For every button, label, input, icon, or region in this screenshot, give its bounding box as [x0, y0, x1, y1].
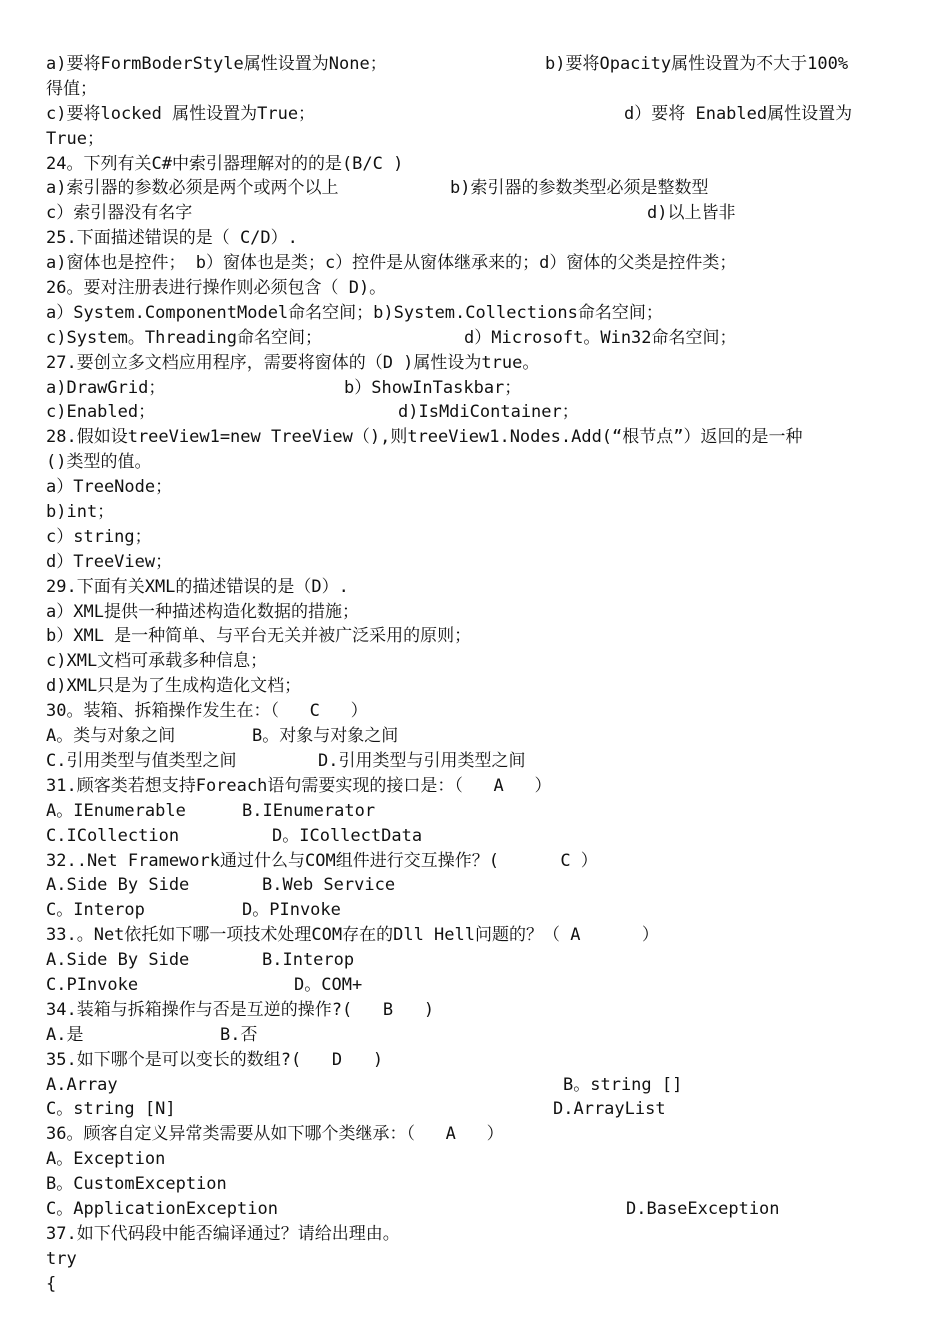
line-text: 32..Net Framework通过什么与COM组件进行交互操作？( C ）	[46, 850, 598, 871]
line-text: C。string [N]	[46, 1099, 176, 1120]
text-line	[46, 400, 906, 425]
line-text: C.引用类型与值类型之间	[46, 750, 237, 771]
text-line	[46, 923, 906, 948]
text-line	[46, 376, 906, 401]
line-text: A.Side By Side	[46, 875, 190, 896]
line-text: 25.下面描述错误的是（ C/D）.	[46, 228, 298, 249]
line-text: B.Web Service	[262, 875, 396, 896]
line-text: c)System。Threading命名空间；	[46, 327, 322, 348]
line-text: 27.要创立多文档应用程序，需要将窗体的（D )属性设为true。	[46, 352, 540, 373]
text-line	[46, 1222, 906, 1247]
line-text: 33.。Net依托如下哪一项技术处理COM存在的Dll Hell问题的？（ A ）	[46, 925, 659, 946]
line-text: d)XML只是为了生成构造化文档；	[46, 676, 302, 697]
text-line	[46, 873, 906, 898]
line-text: c)Enabled；	[46, 402, 156, 423]
text-line	[46, 724, 906, 749]
line-text: B。CustomException	[46, 1174, 227, 1195]
line-text: d)IsMdiContainer；	[398, 402, 579, 423]
line-text: 35.如下哪个是可以变长的数组?( D )	[46, 1049, 384, 1070]
line-text: 34.装箱与拆箱操作与否是互逆的操作?( B )	[46, 999, 435, 1020]
line-text: C。Interop	[46, 900, 145, 921]
text-line	[46, 824, 906, 849]
line-text: B.否	[220, 1024, 258, 1045]
line-text: C.PInvoke	[46, 974, 139, 995]
text-line	[46, 525, 906, 550]
line-text: b)要将Opacity属性设置为不大于100%	[545, 54, 849, 74]
line-text: B.Interop	[262, 950, 355, 971]
text-line	[46, 326, 906, 351]
text-line	[46, 450, 906, 475]
text-line	[46, 276, 906, 301]
line-text: d)以上皆非	[647, 203, 736, 224]
line-text: D。PInvoke	[242, 900, 341, 921]
text-line	[46, 1147, 906, 1172]
text-line	[46, 600, 906, 625]
line-text: a)要将FormBoderStyle属性设置为None；	[46, 54, 387, 74]
text-line	[46, 1272, 906, 1297]
line-text: 36。顾客自定义异常类需要从如下哪个类继承：（ A ）	[46, 1124, 504, 1145]
text-line	[46, 948, 906, 973]
line-text: b)int；	[46, 502, 115, 523]
text-line	[46, 1023, 906, 1048]
text-line	[46, 176, 906, 201]
line-text: b)索引器的参数类型必须是整数型	[450, 178, 709, 199]
text-line	[46, 1073, 906, 1098]
text-line	[46, 1172, 906, 1197]
text-line	[46, 849, 906, 874]
text-line	[46, 998, 906, 1023]
line-text: a）XML提供一种描述构造化数据的措施；	[46, 601, 359, 622]
line-text: A.Side By Side	[46, 950, 190, 971]
line-text: D。ICollectData	[272, 825, 423, 846]
line-text: b）XML 是一种简单、与平台无关并被广泛采用的原则；	[46, 626, 472, 647]
line-text: a）TreeNode；	[46, 477, 173, 498]
text-line	[46, 649, 906, 674]
line-text: A.Array	[46, 1074, 118, 1095]
line-text: A。IEnumerable	[46, 800, 186, 821]
line-text: 得值；	[46, 78, 97, 99]
line-text: {	[46, 1273, 57, 1294]
line-text: d）TreeView；	[46, 551, 173, 572]
text-line	[46, 475, 906, 500]
text-line	[46, 575, 906, 600]
text-line	[46, 226, 906, 251]
line-text: C.ICollection	[46, 825, 180, 846]
text-line	[46, 1247, 906, 1272]
line-text: D.BaseException	[626, 1198, 780, 1219]
text-line	[46, 1122, 906, 1147]
line-text: A。Exception	[46, 1149, 166, 1170]
text-line	[46, 774, 906, 799]
line-text: a)索引器的参数必须是两个或两个以上	[46, 178, 339, 199]
line-text: B。对象与对象之间	[252, 726, 399, 747]
text-line	[46, 973, 906, 998]
line-text: d）Microsoft。Win32命名空间；	[464, 327, 737, 348]
line-text: a）System.ComponentModel命名空间；b)System.Collections命名空间；	[46, 302, 663, 323]
line-text: a)窗体也是控件； b）窗体也是类；c）控件是从窗体继承来的；d）窗体的父类是控件类；	[46, 253, 737, 274]
text-line	[46, 699, 906, 724]
line-text: True；	[46, 128, 104, 149]
text-line	[46, 102, 906, 127]
line-text: d）要将 Enabled属性设置为	[624, 103, 853, 124]
text-line	[46, 201, 906, 226]
line-text: 29.下面有关XML的描述错误的是（D）.	[46, 576, 349, 597]
line-text: ()类型的值。	[46, 452, 152, 473]
text-line	[46, 624, 906, 649]
line-text: c)XML文档可承载多种信息；	[46, 651, 268, 672]
line-text: A.是	[46, 1024, 84, 1045]
text-line	[46, 550, 906, 575]
line-text: B.IEnumerator	[242, 800, 376, 821]
text-line	[46, 749, 906, 774]
line-text: 30。装箱、拆箱操作发生在：（ C ）	[46, 701, 368, 722]
text-line	[46, 674, 906, 699]
text-line	[46, 52, 906, 77]
text-line	[46, 898, 906, 923]
line-text: D.引用类型与引用类型之间	[318, 750, 526, 771]
line-text: A。类与对象之间	[46, 726, 176, 747]
line-text: B。string []	[563, 1074, 683, 1095]
text-line	[46, 77, 906, 102]
line-text: try	[46, 1248, 77, 1269]
line-text: 31.顾客类若想支持Foreach语句需要实现的接口是：（ A ）	[46, 775, 552, 796]
line-text: C。ApplicationException	[46, 1198, 278, 1219]
line-text: c)要将locked 属性设置为True；	[46, 103, 316, 124]
line-text: 28.假如设treeView1=new TreeView（),则treeView1.Nodes.Add(“根节点”）返回的是一种	[46, 427, 803, 448]
text-line	[46, 1197, 906, 1222]
line-text: 24。下列有关C#中索引器理解对的的是(B/C )	[46, 153, 404, 174]
text-line	[46, 351, 906, 376]
line-text: D.ArrayList	[553, 1099, 666, 1120]
text-line	[46, 1097, 906, 1122]
text-line	[46, 127, 906, 152]
line-text: a)DrawGrid；	[46, 377, 166, 398]
line-text: 37.如下代码段中能否编译通过？请给出理由。	[46, 1223, 400, 1244]
text-line	[46, 1048, 906, 1073]
line-text: b）ShowInTaskbar；	[344, 377, 522, 398]
text-line	[46, 799, 906, 824]
line-text: D。COM+	[294, 974, 363, 995]
text-line	[46, 425, 906, 450]
text-line	[46, 500, 906, 525]
line-text: c）索引器没有名字	[46, 203, 193, 224]
text-line	[46, 251, 906, 276]
text-line	[46, 152, 906, 177]
document-body	[46, 52, 906, 1297]
text-line	[46, 301, 906, 326]
line-text: 26。要对注册表进行操作则必须包含（ D)。	[46, 278, 387, 299]
line-text: c）string；	[46, 526, 152, 547]
